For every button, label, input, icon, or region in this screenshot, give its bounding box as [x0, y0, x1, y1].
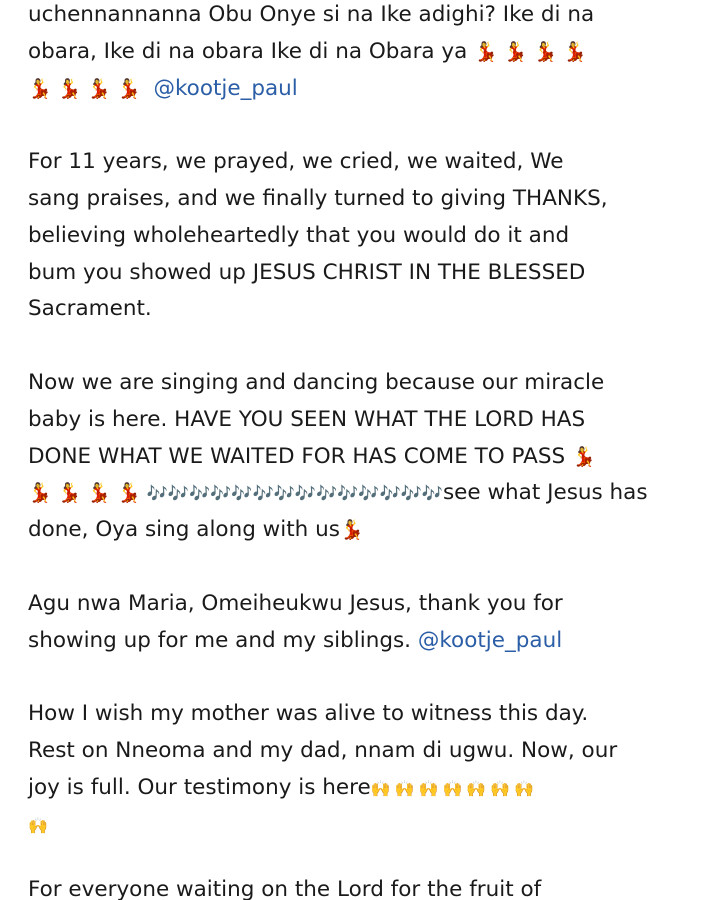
- caption-line: sang praises, and we finally turned to giving THANKS,: [28, 185, 608, 211]
- caption-line: [28, 512, 704, 549]
- caption-paragraph-3: [28, 365, 704, 549]
- caption-text: see what Jesus has: [442, 480, 648, 506]
- caption-text: DONE WHAT WE WAITED FOR HAS COME TO PASS: [28, 443, 566, 469]
- caption-paragraph-2: [28, 144, 704, 328]
- caption-line: baby is here. HAVE YOU SEEN WHAT THE LORD HAS: [28, 406, 586, 432]
- caption-line: [28, 623, 704, 660]
- caption-line: Agu nwa Maria, Omeiheukwu Jesus, thank you for: [28, 590, 563, 616]
- dancing-woman-emoji-icon: 💃💃💃💃: [28, 77, 147, 100]
- caption-line: Now we are singing and dancing because our miracle: [28, 369, 605, 395]
- dancing-woman-emoji-icon: 💃💃💃💃: [474, 40, 593, 63]
- caption-line: For 11 years, we prayed, we cried, we waited, We: [28, 149, 564, 175]
- musical-notes-emoji-icon: 🎶🎶🎶🎶🎶🎶🎶🎶🎶🎶🎶🎶🎶🎶: [146, 484, 443, 505]
- caption-line: [28, 807, 704, 844]
- caption-text: done, Oya sing along with us: [28, 517, 340, 543]
- caption-line: How I wish my mother was alive to witness this day.: [28, 701, 589, 727]
- caption-line: [28, 34, 704, 71]
- user-mention-link[interactable]: @kootje_paul: [417, 627, 563, 653]
- caption-line: believing wholeheartedly that you would do it and: [28, 222, 570, 248]
- caption-text: obara, Ike di na obara Ike di na Obara ya: [28, 38, 468, 64]
- caption-line: Rest on Nneoma and my dad, nnam di ugwu. Now, our: [28, 737, 618, 763]
- user-mention-link[interactable]: @kootje_paul: [153, 75, 298, 101]
- caption-line-partially-visible: For everyone waiting on the Lord for the fruit of: [28, 877, 542, 900]
- caption-text: joy is full. Our testimony is here: [28, 774, 371, 800]
- raising-hands-emoji-icon: 🙌🙌🙌🙌🙌🙌🙌: [370, 778, 539, 798]
- caption-line: [28, 770, 704, 807]
- caption-line: [28, 475, 704, 512]
- post-caption: [28, 0, 704, 880]
- caption-line: uchennannanna Obu Onye si na Ike adighi? Ike di na: [28, 2, 595, 27]
- caption-text: showing up for me and my siblings.: [28, 627, 412, 653]
- caption-paragraph-1: [28, 0, 704, 107]
- raising-hands-emoji-icon: 🙌: [28, 815, 52, 835]
- caption-line: [28, 71, 704, 108]
- caption-line: bum you showed up JESUS CHRIST IN THE BLESSED: [28, 259, 586, 285]
- caption-line: Sacrament.: [28, 296, 152, 322]
- caption-paragraph-5: [28, 696, 704, 843]
- caption-line: [28, 439, 704, 476]
- dancing-woman-emoji-icon: 💃💃💃💃: [28, 482, 147, 505]
- dancing-woman-emoji-icon: 💃: [571, 445, 602, 468]
- dancing-woman-emoji-icon: 💃: [339, 519, 370, 542]
- caption-paragraph-4: [28, 586, 704, 660]
